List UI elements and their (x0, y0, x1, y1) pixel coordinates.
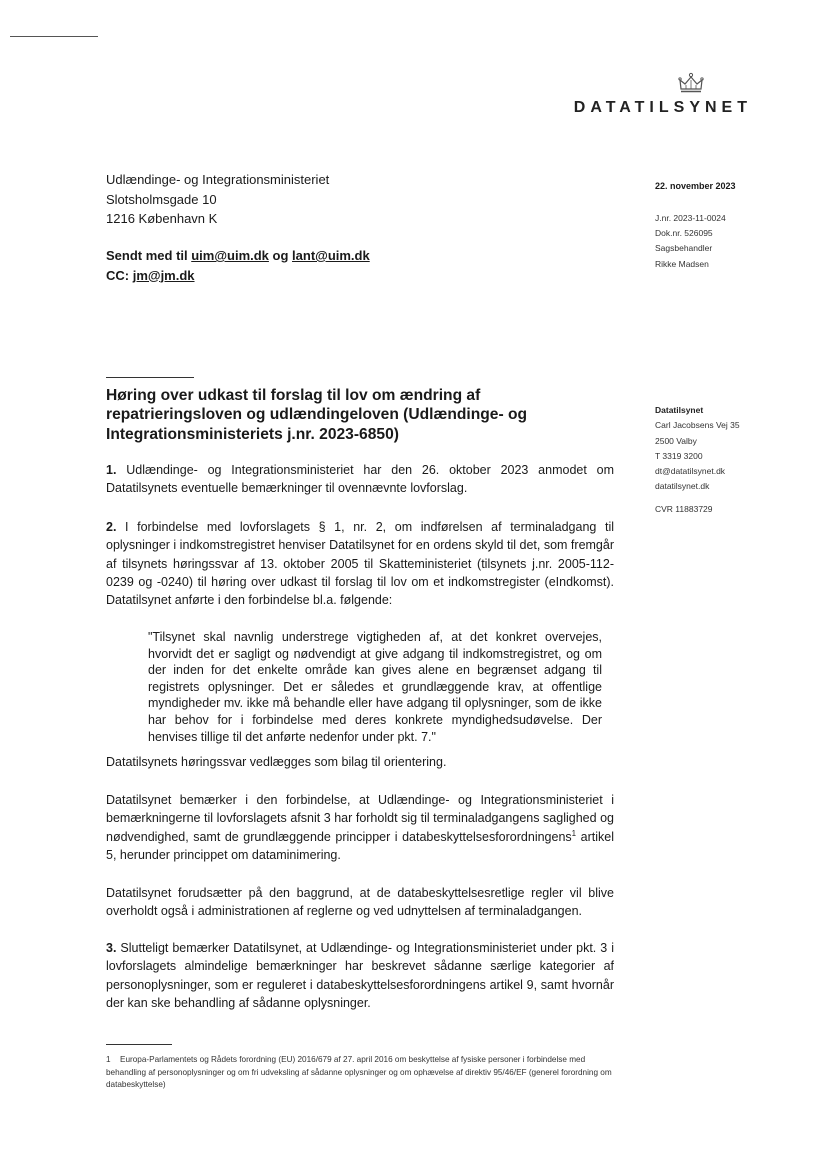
sent-conj: og (268, 248, 293, 263)
document-number: Dok.nr. 526095 (655, 228, 713, 239)
paragraph-4 (106, 791, 614, 864)
recipient-line: 1216 København K (106, 211, 218, 226)
paragraph-5: Datatilsynet forudsætter på den baggrund, at de databeskyttelsesretlige regler vil blive overholdt også i administrationen af reglerne og ved udnyttelsen af terminaladgangen. (106, 886, 614, 919)
paragraph-text: Udlændinge- og Integrationsministeriet har den 26. oktober 2023 anmodet om Datatilsynets eventuelle bemærkninger til ovennævnte lovforslag. (106, 463, 614, 496)
footnote-text: Europa-Parlamentets og Rådets forordning (EU) 2016/679 af 27. april 2016 om beskyttelse af fysiske personer i forbindelse med behandling af personoplysninger og om fri udveksling af sådanne oplysninger og om ophævelse af direktiv 95/46/EF (generel forordning om databeskyttelse) (106, 1055, 612, 1090)
sender-cvr: CVR 11883729 (655, 503, 713, 514)
paragraph-1 (106, 461, 614, 498)
sent-to (106, 246, 370, 285)
paragraph-number: 1. (106, 463, 117, 477)
footnote-rule (106, 1044, 172, 1045)
paragraph-text: Datatilsynet bemærker i den forbindelse, at Udlændinge- og Integrationsministeriet i bemærkningerne til lovforslagets afsnit 3 har forholdt sig til terminaladgangens saglighed og nødvendighed, samt de grundlæggende principper i databeskyttelsesforordningens (106, 793, 614, 844)
footnote-number: 1 (106, 1055, 111, 1064)
paragraph-number: 3. (106, 941, 117, 955)
paragraph-text: artikel 5, herunder princippet om dataminimering. (106, 829, 614, 862)
sender-name: Datatilsynet (655, 405, 704, 415)
page-title: Høring over udkast til forslag til lov om ændring af repatrieringsloven og udlændingeloven (Udlændinge- og Integrationsministeriets j.nr. 2023-6850) (106, 387, 528, 443)
sender-email[interactable]: dt@datatilsynet.dk (655, 466, 726, 477)
recipient-address (106, 170, 329, 229)
email-link-cc[interactable]: jm@jm.dk (132, 267, 195, 283)
case-meta (655, 211, 726, 272)
sender-city: 2500 Valby (655, 435, 697, 446)
heading-rule (106, 377, 194, 378)
caseworker-label: Sagsbehandler (655, 243, 713, 254)
block-quote: "Tilsynet skal navnlig understrege vigtigheden af, at det konkret overvejes, hvorvidt det er sagligt og nødvendigt at give adgang til indkomstregistret, og om der inden for det enkelte område kan gives alene en begrænset adgang til registrets oplysninger. Det er således et grundlæggende krav, at offentlige myndigheder mv. ikke må behandle eller have adgang til oplysninger, som de ikke har behov for i forbindelse med deres konkrete myndighedsudøvelse. Der henvises tillige til det anførte nedenfor under pkt. 7." (148, 630, 602, 744)
paragraph-text: Slutteligt bemærker Datatilsynet, at Udlændinge- og Integrationsministeriet under pkt. 3 i lovforslagets almindelige bemærkninger har beskrevet sådanne særlige kategorier af personoplysninger, som er reguleret i databeskyttelsesforordningens artikel 9, samt hvornår der kan ske behandling af sådanne oplysninger. (106, 941, 614, 1010)
sent-prefix: Sendt med til (106, 248, 192, 263)
footnote (106, 1054, 624, 1092)
journal-number: J.nr. 2023-11-0024 (655, 213, 726, 223)
paragraph-3: Datatilsynets høringssvar vedlægges som bilag til orientering. (106, 755, 447, 769)
paragraph-2 (106, 518, 614, 609)
datatilsynet-logo (556, 72, 752, 117)
sender-street: Carl Jacobsens Vej 35 (655, 420, 740, 431)
caseworker-name: Rikke Madsen (655, 258, 709, 269)
crown-icon (678, 72, 704, 94)
top-rule (10, 36, 98, 37)
logo-wordmark: DATATILSYNET (573, 99, 752, 116)
paragraph-number: 2. (106, 520, 117, 534)
email-link-lant[interactable]: lant@uim.dk (292, 248, 370, 263)
sender-website[interactable]: datatilsynet.dk (655, 481, 710, 492)
letter-date: 22. november 2023 (655, 181, 736, 191)
paragraph-text: I forbindelse med lovforslagets § 1, nr. 2, om indførelsen af terminaladgang til oplysninger i indkomstregistret henviser Datatilsynet for en ordens skyld til det, som fremgår af tilsynets høringssvar af 13. oktober 2005 til Skatteministeriet (tilsynets j.nr. 2005-112-0239 og -0240) til høring over udkast til forslag til lov om et indkomstregister (eIndkomst). Datatilsynet anførte i den forbindelse bl.a. følgende: (106, 520, 614, 608)
paragraph-6 (106, 939, 614, 1012)
cc-prefix: CC: (106, 267, 133, 283)
recipient-line: Udlændinge- og Integrationsministeriet (106, 172, 330, 187)
sender-phone: T 3319 3200 (655, 450, 703, 461)
sender-contact (655, 403, 740, 517)
email-link-uim[interactable]: uim@uim.dk (191, 248, 269, 263)
recipient-line: Slotsholmsgade 10 (106, 191, 217, 207)
footnote-ref[interactable]: 1 (571, 828, 577, 838)
